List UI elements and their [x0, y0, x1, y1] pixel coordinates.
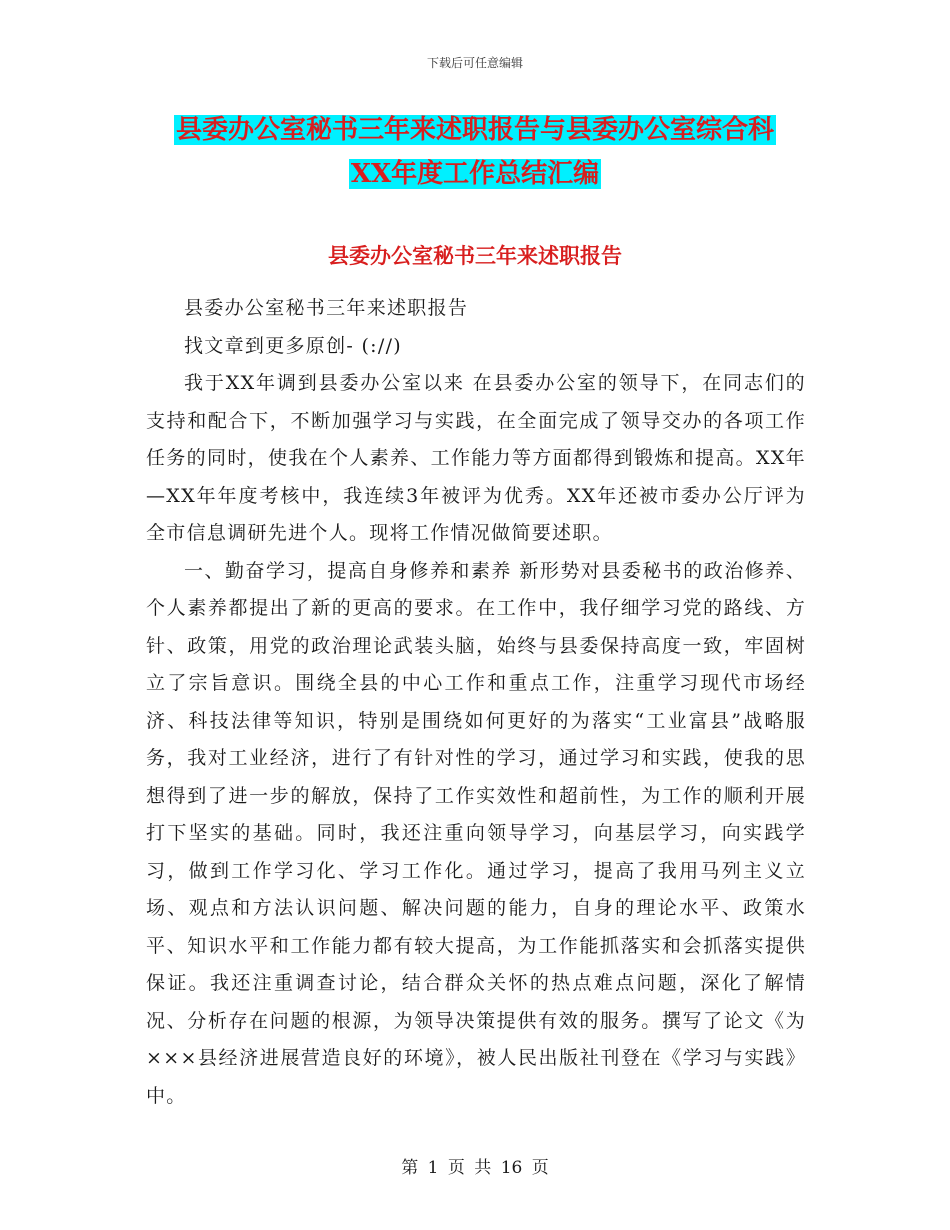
- document-title-line-2: [0, 150, 950, 198]
- document-title-line-1: [0, 106, 950, 154]
- paragraph-source: 找文章到更多原创- (://): [184, 334, 402, 357]
- paragraph-intro: 我于XX年调到县委办公室以来 在县委办公室的领导下，在同志们的支持和配合下，不断加强学习与实践，在全面完成了领导交办的各项工作任务的同时，使我在个人素养、工作能力等方面都得到锻炼和提高。XX年—XX年年度考核中，我连续3年被评为优秀。XX年还被市委办公厅评为全市信息调研先进个人。现将工作情况做简要述职。: [146, 372, 806, 544]
- section-title: 县委办公室秘书三年来述职报告: [328, 243, 622, 268]
- page-footer: 第 1 页 共 16 页: [401, 1158, 549, 1178]
- paragraph-subtitle: 县委办公室秘书三年来述职报告: [184, 297, 469, 319]
- header-note: 下载后可任意编辑: [426, 56, 523, 70]
- document-body: [146, 290, 806, 1115]
- paragraph-section-one: 一、勤奋学习，提高自身修养和素养 新形势对县委秘书的政治修养、个人素养都提出了新的更高的要求。在工作中，我仔细学习党的路线、方针、政策，用党的政治理论武装头脑，始终与县委保持高度一致，牢固树立了宗旨意识。围绕全县的中心工作和重点工作，注重学习现代市场经济、科技法律等知识，特别是围绕如何更好的为落实“工业富县”战略服务，我对工业经济，进行了有针对性的学习，通过学习和实践，使我的思想得到了进一步的解放，保持了工作实效性和超前性，为工作的顺利开展打下坚实的基础。同时，我还注重向领导学习，向基层学习，向实践学习，做到工作学习化、学习工作化。通过学习，提高了我用马列主义立场、观点和方法认识问题、解决问题的能力，自身的理论水平、政策水平、知识水平和工作能力都有较大提高，为工作能抓落实和会抓落实提供保证。我还注重调查讨论，结合群众关怀的热点难点问题，深化了解情况、分析存在问题的根源，为领导决策提供有效的服务。撰写了论文《为×××县经济进展营造良好的环境》，被人民出版社刊登在《学习与实践》中。: [146, 559, 806, 1107]
- document-title-line-1-text: 县委办公室秘书三年来述职报告与县委办公室综合科: [175, 115, 774, 145]
- document-title-line-2-text: XX年度工作总结汇编: [350, 159, 600, 189]
